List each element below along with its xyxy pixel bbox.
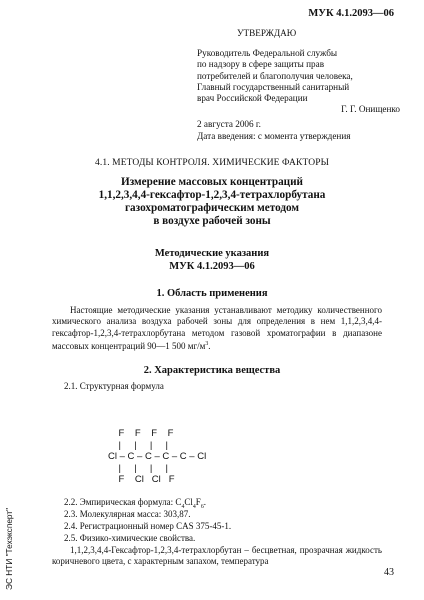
approval-heading: УТВЕРЖДАЮ [237,28,297,38]
method-code: МУК 4.1.2093—06 [169,260,255,272]
approval-line: Руководитель Федеральной службы [197,48,338,59]
molecular-mass: 2.3. Молекулярная масса: 303,87. [64,509,191,519]
section-1-body: Настоящие методические указания устанавливают методику количественного химического анализа воздуха рабочей зоны для определения в нем 1,1,2,3,4,4-гексафтор-1,2,3,4-тетрахлорбутана методом газовой хроматографии в диапазоне массовых концентраций 90—1 500 мг/м [52,305,382,351]
structural-formula-label: 2.1. Структурная формула [64,381,164,391]
document-code: МУК 4.1.2093—06 [308,8,394,19]
title-line: в воздухе рабочей зоны [153,215,271,227]
page-number: 43 [384,567,394,578]
document-title [0,176,424,228]
section-1-text [52,305,382,352]
section-2-heading: 2. Характеристика вещества [143,365,281,376]
title-line: 1,1,2,3,4,4-гексафтор-1,2,3,4-тетрахлорбутана [98,189,326,201]
approval-line: потребителей и благополучия человека, [197,70,353,81]
properties-label: 2.5. Физико-химические свойства. [64,533,196,543]
approval-line: по надзору в сфере защиты прав [197,59,325,70]
section-1-heading: 1. Область применения [156,288,268,299]
signatory: Г. Г. Онищенко [341,104,400,115]
title-line: Измерение массовых концентраций [121,176,303,188]
section-line: 4.1. МЕТОДЫ КОНТРОЛЯ. ХИМИЧЕСКИЕ ФАКТОРЫ [95,158,329,168]
properties-body: 1,1,2,3,4,4-Гексафтор-1,2,3,4-тетрахлорбутан – бесцветная, прозрачная жидкость коричневого цвета, с характерным запахом, температура [52,545,382,567]
structural-formula: F F F F | | | | Cl – C – C – C – C – Cl | | | | F Cl Cl F [108,428,207,485]
method-heading [0,248,424,273]
approval-date: 2 августа 2006 г. [197,119,261,130]
properties-text [52,545,382,568]
effective-date: Дата введения: с момента утверждения [197,130,351,141]
empirical-formula: 2.2. Эмпирическая формула: $C_4Cl_4F_6$. [64,497,206,510]
approval-block [197,28,412,142]
approval-line: врач Российской Федерации [197,93,308,104]
approval-line: Главный государственный санитарный [197,81,350,92]
method-line: Методические указания [154,248,270,259]
cas-number: 2.4. Регистрационный номер CAS 375-45-1. [64,521,232,531]
side-watermark-text: ЭС НТИ "Техэксперт" [4,507,14,590]
title-line: газохроматографическим методом [124,202,300,214]
unit-exponent: 3 [205,340,209,347]
section-1-end: . [208,340,211,351]
